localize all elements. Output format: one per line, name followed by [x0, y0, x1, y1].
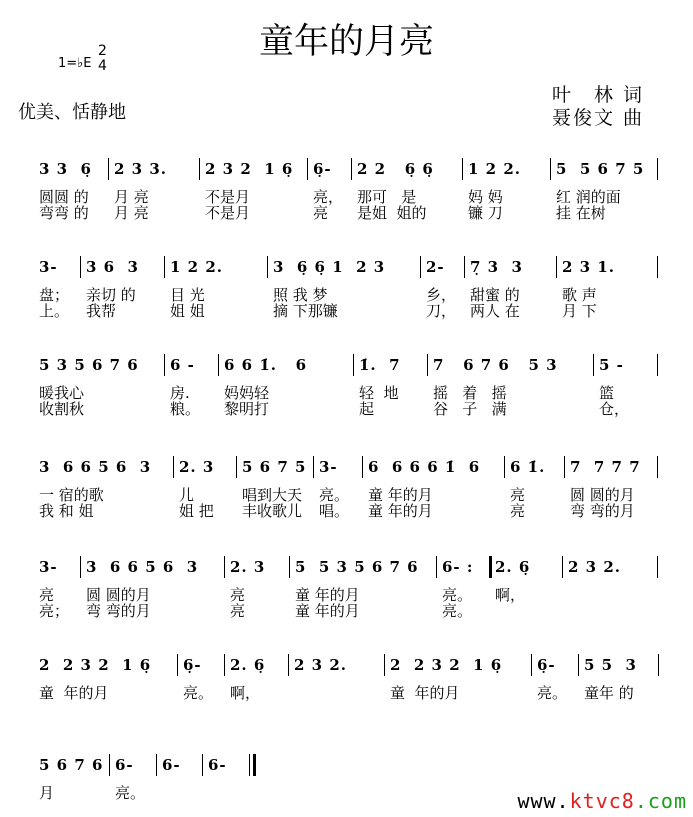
watermark: [517, 789, 687, 813]
barline: [657, 158, 658, 180]
lyric-verse-1: 亮。: [319, 486, 350, 504]
lyric-verse-2: 是姐 姐的: [357, 204, 427, 222]
measure-notes: 6 -: [170, 356, 195, 374]
barline: [267, 256, 268, 278]
measure-notes: 6-: [115, 756, 134, 774]
measure-notes: 5 -: [599, 356, 624, 374]
barline: [177, 654, 178, 676]
lyric-verse-1: 轻 地: [359, 384, 399, 402]
lyric-verse-1: 童 年的月: [295, 586, 360, 604]
measure-notes: 6 6 6 6 1̇ 6: [368, 458, 481, 476]
lyric-verse-2: 弯 弯的月: [86, 602, 151, 620]
lyric-verse-1: 唱到大天: [242, 486, 303, 504]
lyric-verse-1: 亮: [230, 586, 246, 604]
lyric-verse-1: 童 年的月: [39, 684, 109, 702]
lyric-verse-1: 一 宿的歌: [39, 486, 104, 504]
barline: [420, 256, 421, 278]
lyric-verse-2: 亮: [230, 602, 246, 620]
lyric-verse-1: 圆 圆的月: [86, 586, 151, 604]
measure-notes: 2. 6̣: [495, 558, 531, 576]
measure-notes: 3-: [39, 558, 58, 576]
lyric-verse-2: 亮: [510, 502, 526, 520]
lyric-verse-2: 亮；: [39, 602, 70, 620]
barline: [199, 158, 200, 180]
lyric-verse-1: 那可 是: [357, 188, 417, 206]
lyric-verse-2: 姐 姐: [170, 302, 205, 320]
barline: [289, 556, 290, 578]
lyric-verse-1: 甜蜜 的: [470, 286, 520, 304]
lyric-verse-1: 盘；: [39, 286, 70, 304]
measure-notes: 5 5 6 7 5: [556, 160, 645, 178]
measure-notes: 7 6 7 6 5 3: [433, 356, 558, 374]
barline: [236, 456, 237, 478]
lyric-verse-2: 我 和 姐: [39, 502, 94, 520]
lyric-verse-2: 谷 子 满: [433, 400, 507, 418]
barline: [224, 654, 225, 676]
lyric-verse-2: 镰 刀: [468, 204, 503, 222]
measure-notes: 1̇. 7: [359, 356, 401, 374]
measure-notes: 2-: [426, 258, 445, 276]
barline: [109, 754, 110, 776]
lyric-verse-2: 月 下: [562, 302, 597, 320]
lyric-verse-1: 不是月: [205, 188, 251, 206]
barline: [351, 158, 352, 180]
measure-notes: 5 6 7 5: [242, 458, 307, 476]
lyric-verse-2: 挂 在树: [556, 204, 606, 222]
barline: [80, 256, 81, 278]
repeat-barline: [489, 556, 492, 578]
measure-notes: 2 2 3 2 1 6̣: [39, 656, 152, 674]
lyric-verse-1: 妈妈轻: [224, 384, 270, 402]
tempo-marking: 优美、恬静地: [18, 102, 126, 123]
barline: [578, 654, 579, 676]
lyric-verse-2: 丰收歌儿: [242, 502, 303, 520]
measure-notes: 5 5 3: [584, 656, 637, 674]
lyric-verse-2: 起: [359, 400, 375, 418]
barline: [550, 158, 551, 180]
barline: [224, 556, 225, 578]
lyric-verse-1: 亮。: [183, 684, 214, 702]
time-top: 2: [98, 43, 107, 59]
lyric-verse-1: 暖我心: [39, 384, 85, 402]
final-barline: [253, 754, 256, 776]
measure-notes: 3 6 3: [86, 258, 139, 276]
lyric-verse-1: 照 我 梦: [273, 286, 328, 304]
lyric-verse-2: 粮。: [170, 400, 201, 418]
lyric-verse-1: 亲切 的: [86, 286, 136, 304]
barline: [427, 354, 428, 376]
barline: [464, 256, 465, 278]
lyric-verse-2: 刀，: [426, 302, 457, 320]
measure-notes: 6 1̇.: [510, 458, 546, 476]
barline: [288, 654, 289, 676]
barline: [556, 256, 557, 278]
measure-notes: 5 6 7 6: [39, 756, 104, 774]
measure-notes: 6̣-: [537, 656, 556, 674]
lyric-verse-2: 收割秋: [39, 400, 85, 418]
barline: [657, 556, 658, 578]
lyric-verse-1: 亮，: [313, 188, 344, 206]
lyric-verse-2: 不是月: [205, 204, 251, 222]
lyric-verse-2: 摘 下那镰: [273, 302, 338, 320]
measure-notes: 6̣-: [183, 656, 202, 674]
barline: [164, 256, 165, 278]
barline: [353, 354, 354, 376]
measure-notes: 2 3 2 1 6̣: [205, 160, 294, 178]
barline: [657, 456, 658, 478]
lyric-verse-1: 乡，: [426, 286, 457, 304]
lyric-verse-1: 童 年的月: [390, 684, 460, 702]
lyric-verse-1: 月: [39, 784, 55, 802]
measure-notes: 2. 3: [230, 558, 266, 576]
barline: [218, 354, 219, 376]
measure-notes: 6-: [162, 756, 181, 774]
lyric-verse-1: 童年 的: [584, 684, 634, 702]
measure-notes: 5 3 5 6 7 6: [39, 356, 139, 374]
barline: [156, 754, 157, 776]
lyric-verse-1: 圆 圆的月: [570, 486, 635, 504]
barline: [531, 654, 532, 676]
measure-notes: 3-: [319, 458, 338, 476]
barline: [504, 456, 505, 478]
measure-notes: 2. 3: [179, 458, 215, 476]
key-label: 1=♭E: [58, 56, 92, 71]
lyric-verse-2: 童 年的月: [295, 602, 360, 620]
measure-notes: 3 6 6 5 6 3: [86, 558, 199, 576]
composer-credit: 聂俊文 曲: [552, 107, 645, 129]
measure-notes: 2 3 3.: [114, 160, 167, 178]
lyric-verse-2: 唱。: [319, 502, 350, 520]
barline: [658, 654, 659, 676]
barline: [164, 354, 165, 376]
lyric-verse-1: 房.: [170, 384, 190, 402]
lyric-verse-1: 摇 着 摇: [433, 384, 507, 402]
measure-notes: 3 3 6̣: [39, 160, 92, 178]
lyric-verse-2: 黎明打: [224, 400, 270, 418]
barline: [80, 556, 81, 578]
lyric-verse-1: 啊，: [495, 586, 526, 604]
watermark-suffix: .com: [634, 789, 687, 813]
lyric-verse-1: 亮: [39, 586, 55, 604]
song-title: 童年的月亮: [258, 22, 434, 62]
measure-notes: 1 2 2.: [468, 160, 521, 178]
watermark-brand: ktvc8: [569, 789, 635, 813]
lyric-verse-1: 妈 妈: [468, 188, 503, 206]
barline: [436, 556, 437, 578]
lyric-verse-2: 仓，: [599, 400, 630, 418]
watermark-prefix: www.: [517, 789, 570, 813]
lyricist-credit: 叶 林 词: [552, 84, 645, 106]
time-bottom: 4: [98, 58, 107, 74]
key-signature: [58, 43, 107, 74]
measure-notes: 3 6̣ 6̣ 1 2 3: [273, 258, 386, 276]
barline: [362, 456, 363, 478]
barline: [564, 456, 565, 478]
barline: [173, 456, 174, 478]
lyric-verse-1: 目 光: [170, 286, 205, 304]
lyric-verse-2: 童 年的月: [368, 502, 433, 520]
barline: [562, 556, 563, 578]
measure-notes: 6-: [208, 756, 227, 774]
barline: [108, 158, 109, 180]
lyric-verse-2: 亮。: [442, 602, 473, 620]
lyric-verse-1: 圆圆 的: [39, 188, 89, 206]
measure-notes: 2. 6̣: [230, 656, 266, 674]
barline: [202, 754, 203, 776]
lyric-verse-1: 篮: [599, 384, 615, 402]
time-signature: [98, 44, 107, 74]
measure-notes: 3-: [39, 258, 58, 276]
barline: [307, 158, 308, 180]
measure-notes: 2 3 2.: [568, 558, 621, 576]
lyric-verse-1: 童 年的月: [368, 486, 433, 504]
barline: [462, 158, 463, 180]
measure-notes: 1 2 2.: [170, 258, 223, 276]
measure-notes: 7 7 7 7: [570, 458, 641, 476]
lyric-verse-1: 儿: [179, 486, 195, 504]
measure-notes: 6 6 1̇. 6: [224, 356, 308, 374]
barline: [313, 456, 314, 478]
measure-notes: 2 3 2.: [294, 656, 347, 674]
lyric-verse-2: 月 亮: [114, 204, 149, 222]
measure-notes: 3 6 6 5 6 3: [39, 458, 152, 476]
measure-notes: 5 5 3 5 6 7 6: [295, 558, 419, 576]
lyric-verse-1: 亮。: [442, 586, 473, 604]
lyric-verse-2: 两人 在: [470, 302, 520, 320]
lyric-verse-1: 歌 声: [562, 286, 597, 304]
barline: [384, 654, 385, 676]
lyric-verse-2: 姐 把: [179, 502, 214, 520]
measure-notes: 6- :: [442, 558, 474, 576]
measure-notes: 2 2 6̣ 6̣: [357, 160, 434, 178]
barline: [657, 256, 658, 278]
lyric-verse-1: 亮: [510, 486, 526, 504]
lyric-verse-2: 弯弯 的: [39, 204, 89, 222]
measure-notes: 7̣ 3 3: [470, 258, 523, 276]
barline: [593, 354, 594, 376]
lyric-verse-2: 我帮: [86, 302, 117, 320]
lyric-verse-2: 亮: [313, 204, 329, 222]
measure-notes: 2 3 1.: [562, 258, 615, 276]
measure-notes: 6̣-: [313, 160, 332, 178]
lyric-verse-2: 弯 弯的月: [570, 502, 635, 520]
lyric-verse-1: 亮。: [537, 684, 568, 702]
lyric-verse-1: 啊，: [230, 684, 261, 702]
lyric-verse-1: 亮。: [115, 784, 146, 802]
lyric-verse-1: 月 亮: [114, 188, 149, 206]
lyric-verse-1: 红 润的面: [556, 188, 621, 206]
barline: [249, 754, 250, 776]
lyric-verse-2: 上。: [39, 302, 70, 320]
measure-notes: 2 2 3 2 1 6̣: [390, 656, 503, 674]
barline: [657, 354, 658, 376]
